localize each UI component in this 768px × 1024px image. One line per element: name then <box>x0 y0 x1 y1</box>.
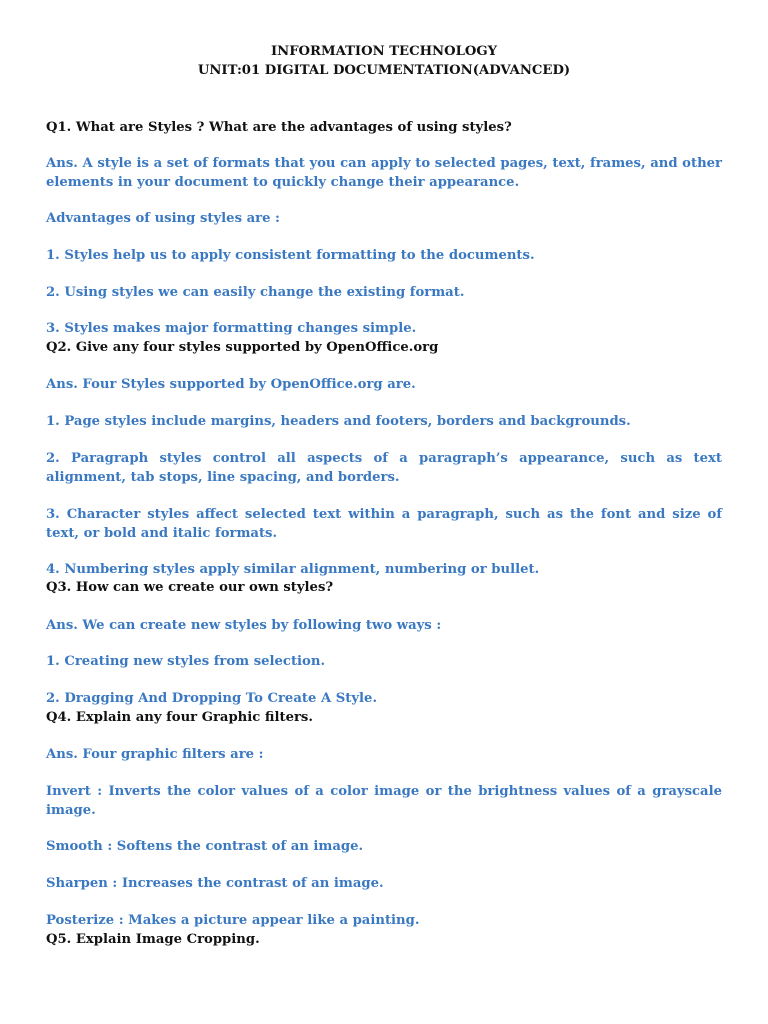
advantage-item-2: 2. Using styles we can easily change the existing format. <box>46 285 465 300</box>
document-title: INFORMATION TECHNOLOGY <box>270 44 498 59</box>
answer-2: Ans. Four Styles supported by OpenOffice.org are. <box>46 377 416 392</box>
advantage-item-1: 1. Styles help us to apply consistent formatting to the documents. <box>46 248 535 263</box>
question-5: Q5. Explain Image Cropping. <box>46 932 260 947</box>
answer-3: Ans. We can create new styles by following two ways : <box>46 618 442 633</box>
filter-item-smooth: Smooth : Softens the contrast of an image. <box>46 839 364 854</box>
question-1: Q1. What are Styles ? What are the advantages of using styles? <box>46 120 512 135</box>
question-4: Q4. Explain any four Graphic filters. <box>46 710 313 725</box>
style-item-4: 4. Numbering styles apply similar alignment, numbering or bullet. <box>46 562 540 577</box>
style-item-2: 2. Paragraph styles control all aspects of a paragraph’s appearance, such as text alignment, tab stops, line spacing, and borders. <box>46 451 722 485</box>
question-3: Q3. How can we create our own styles? <box>46 580 334 595</box>
advantages-heading: Advantages of using styles are : <box>46 211 280 226</box>
style-item-1: 1. Page styles include margins, headers and footers, borders and backgrounds. <box>46 414 631 429</box>
answer-1: Ans. A style is a set of formats that you can apply to selected pages, text, frames, and other elements in your document to quickly change their appearance. <box>46 156 722 190</box>
question-2: Q2. Give any four styles supported by OpenOffice.org <box>46 340 439 355</box>
method-item-2: 2. Dragging And Dropping To Create A Style. <box>46 691 378 706</box>
filter-item-invert: Invert : Inverts the color values of a color image or the brightness values of a grayscale image. <box>46 784 722 818</box>
style-item-3: 3. Character styles affect selected text within a paragraph, such as the font and size of text, or bold and italic formats. <box>46 507 722 541</box>
method-item-1: 1. Creating new styles from selection. <box>46 654 326 669</box>
advantage-item-3: 3. Styles makes major formatting changes simple. <box>46 321 417 336</box>
answer-4: Ans. Four graphic filters are : <box>46 747 264 762</box>
filter-item-sharpen: Sharpen : Increases the contrast of an image. <box>46 876 384 891</box>
filter-item-posterize: Posterize : Makes a picture appear like a painting. <box>46 913 420 928</box>
document-subtitle: UNIT:01 DIGITAL DOCUMENTATION(ADVANCED) <box>197 63 571 78</box>
